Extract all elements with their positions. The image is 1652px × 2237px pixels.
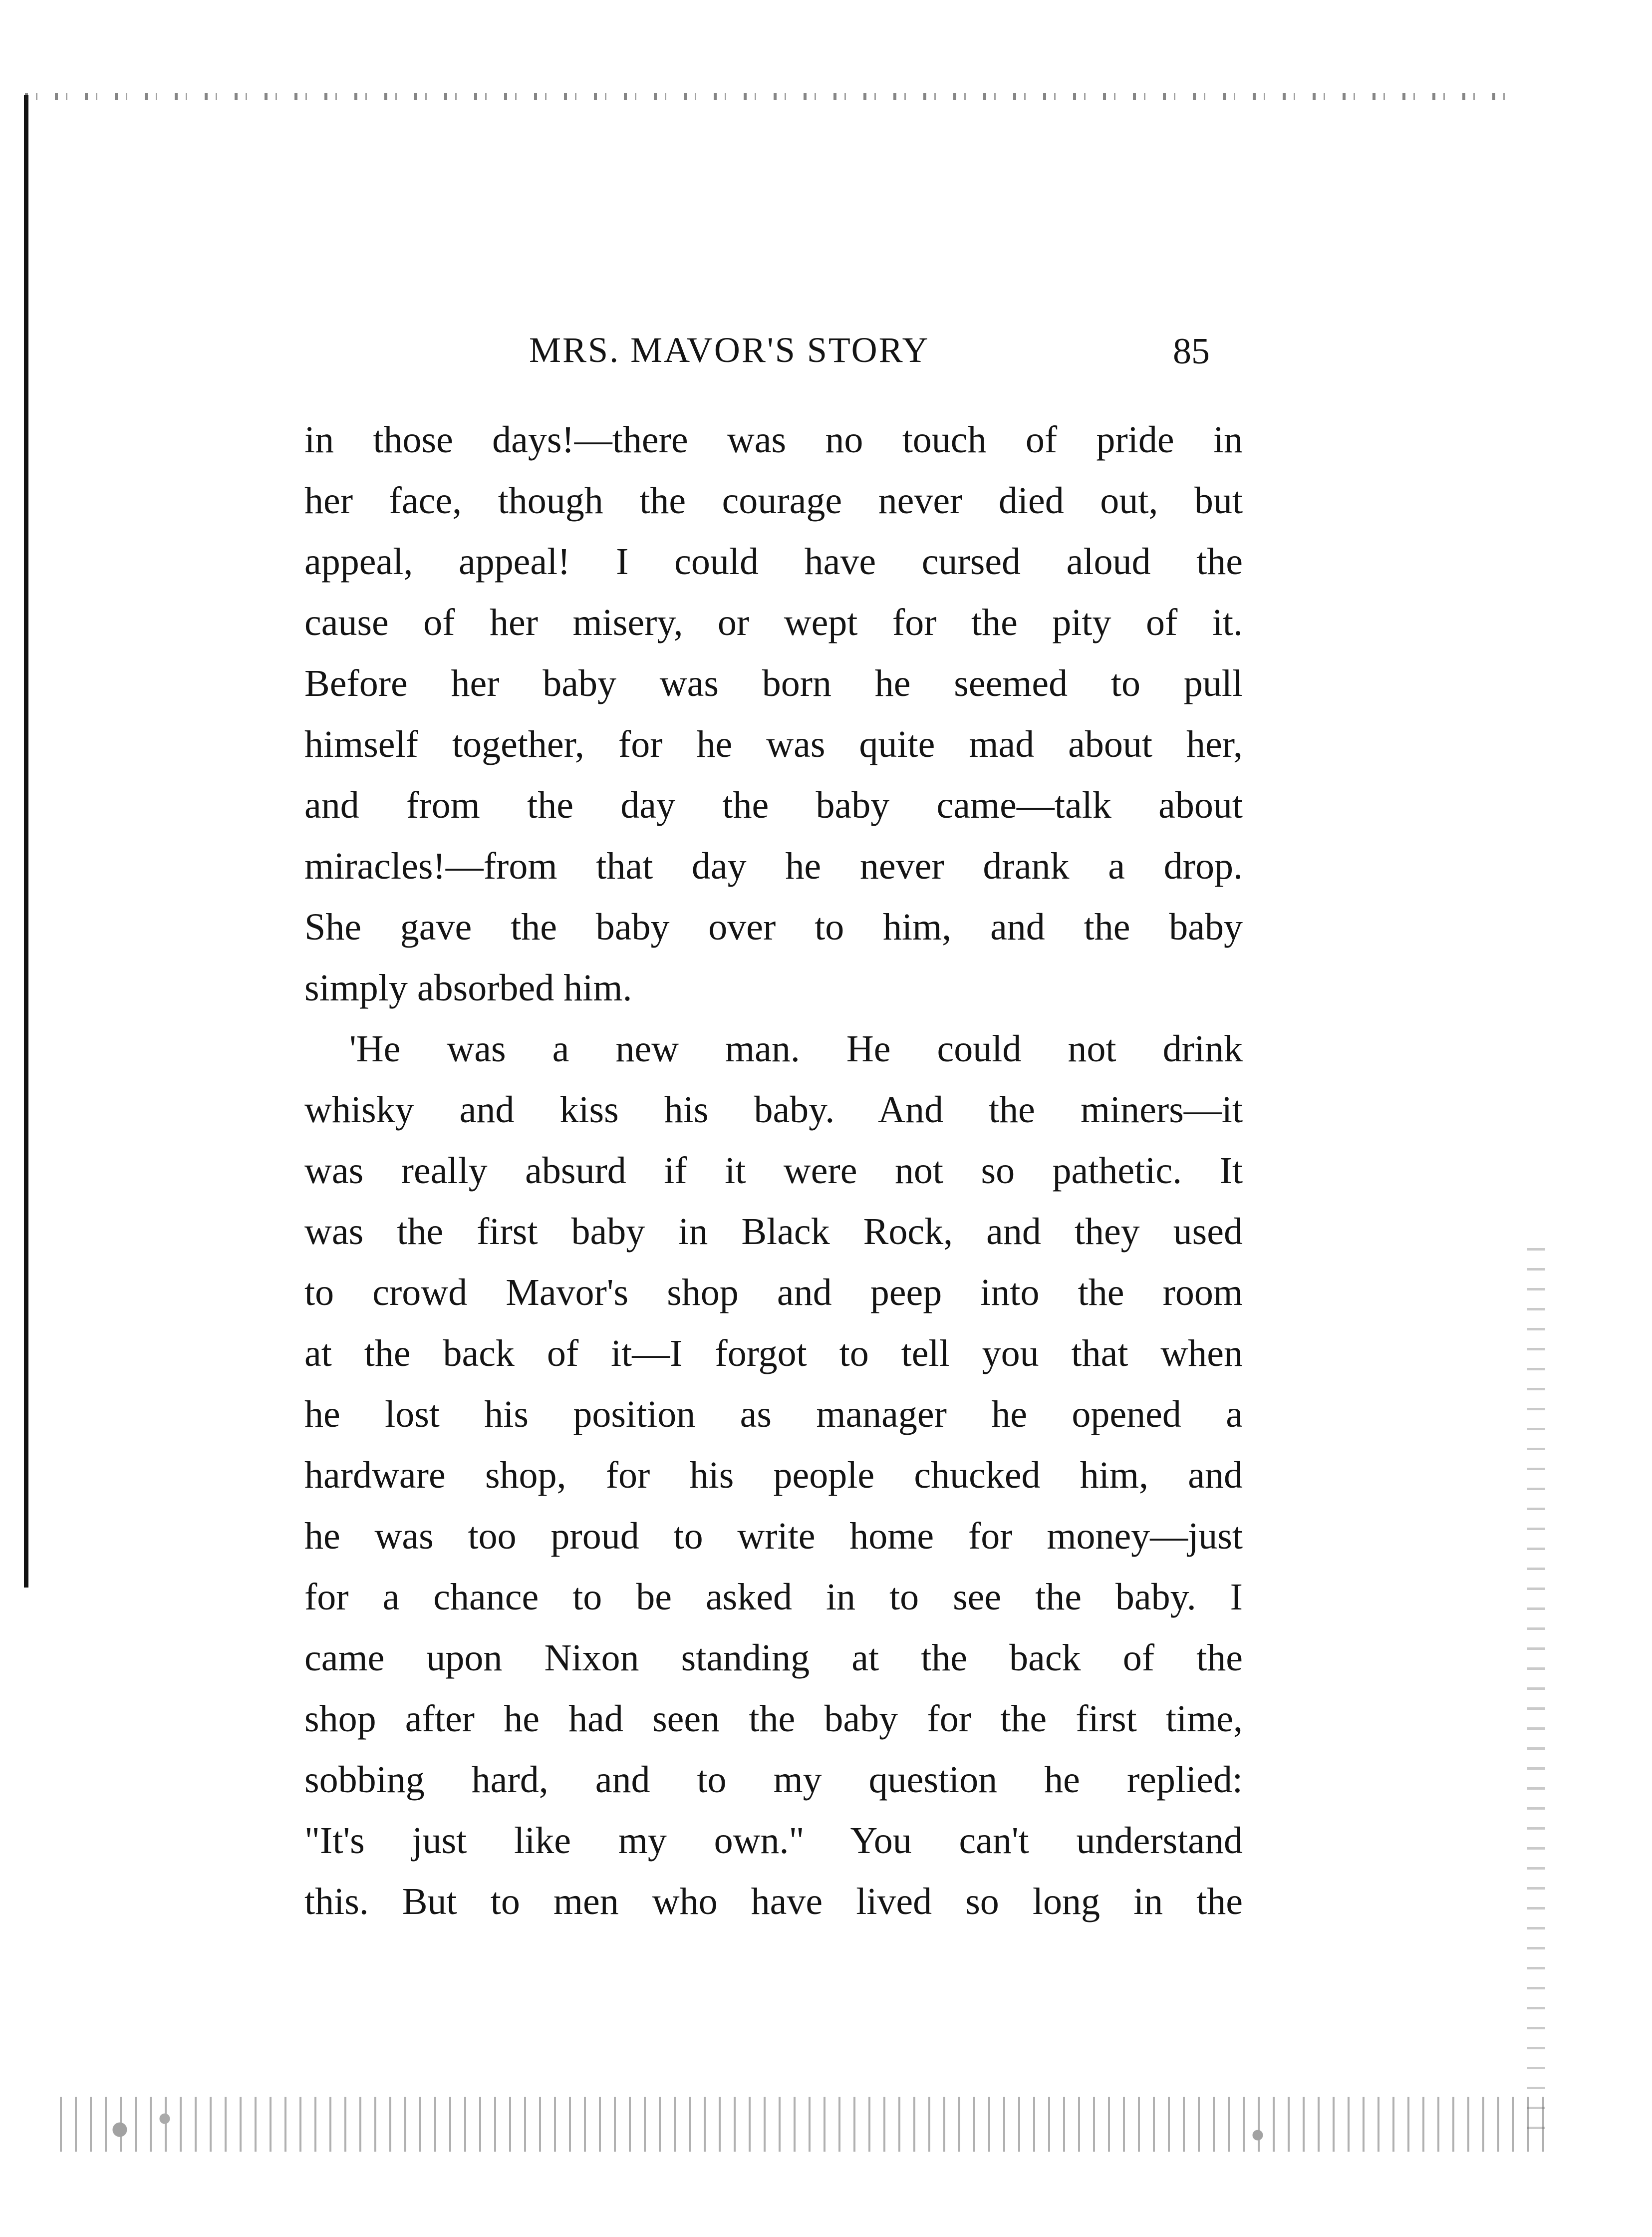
text-line: this. But to men who have lived so long in the [304, 1881, 1243, 1922]
text-line: sobbing hard, and to my question he replied: [304, 1759, 1243, 1801]
scan-noise-bottom [60, 2097, 1557, 2152]
text-line: shop after he had seen the baby for the first time, [304, 1698, 1243, 1740]
text-line: 'He was a new man. He could not drink [349, 1028, 1243, 1070]
text-line: was the first baby in Black Rock, and they used [304, 1211, 1243, 1253]
text-line: was really absurd if it were not so pathetic. It [304, 1150, 1243, 1192]
scan-noise-top [25, 93, 1522, 100]
text-line: "It's just like my own." You can't understand [304, 1820, 1243, 1862]
text-line: simply absorbed him. [304, 967, 632, 1009]
text-line: he was too proud to write home for money—just [304, 1515, 1243, 1557]
page-number: 85 [1173, 331, 1210, 372]
running-head: MRS. MAVOR'S STORY [529, 330, 930, 370]
text-line: to crowd Mavor's shop and peep into the room [304, 1272, 1243, 1313]
text-line: at the back of it—I forgot to tell you that when [304, 1332, 1243, 1374]
text-line: hardware shop, for his people chucked him, and [304, 1454, 1243, 1496]
text-line: and from the day the baby came—talk about [304, 784, 1243, 826]
text-line: in those days!—there was no touch of pride in [304, 419, 1243, 461]
binding-edge-artifact [24, 95, 28, 1588]
body-text [304, 409, 1243, 1932]
text-line: her face, though the courage never died out, but [304, 480, 1243, 522]
text-line: appeal, appeal! I could have cursed aloud the [304, 541, 1243, 583]
text-line: himself together, for he was quite mad about her, [304, 723, 1243, 765]
text-line: he lost his position as manager he opened a [304, 1393, 1243, 1435]
text-line: for a chance to be asked in to see the baby. I [304, 1576, 1243, 1618]
text-line: cause of her misery, or wept for the pity of it. [304, 602, 1243, 643]
text-line: whisky and kiss his baby. And the miners—it [304, 1089, 1243, 1131]
scan-noise-right [1527, 1248, 1545, 2147]
text-line: Before her baby was born he seemed to pull [304, 662, 1243, 704]
text-line: She gave the baby over to him, and the baby [304, 906, 1243, 948]
text-line: came upon Nixon standing at the back of the [304, 1637, 1243, 1679]
text-line: miracles!—from that day he never drank a drop. [304, 845, 1243, 887]
